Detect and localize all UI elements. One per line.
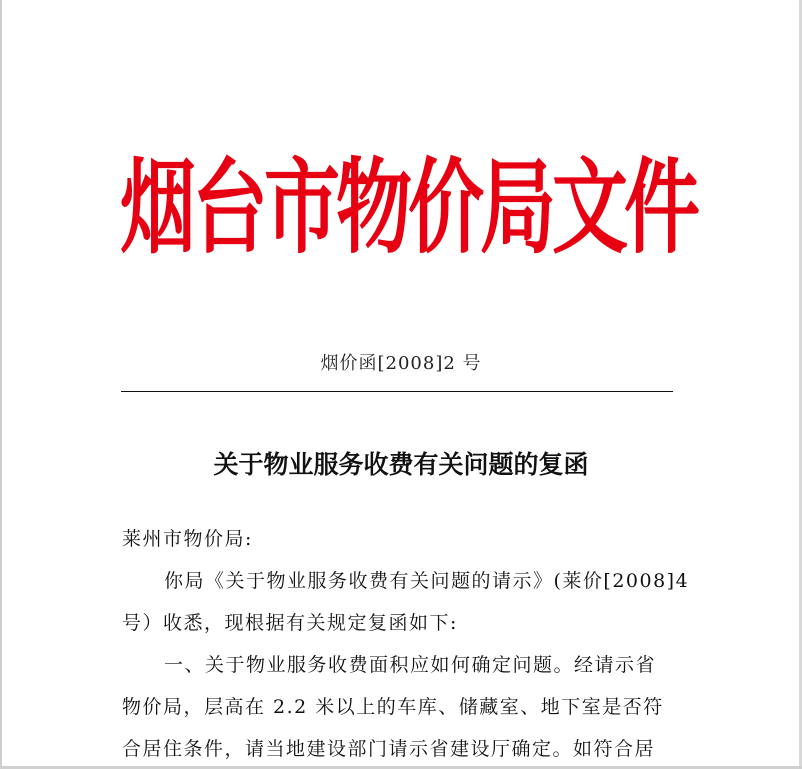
body-line: 物价局，层高在 2.2 米以上的车库、储藏室、地下室是否符	[122, 696, 664, 718]
document-masthead: 烟台市物价局文件	[120, 147, 696, 268]
body-line: 你局《关于物业服务收费有关问题的请示》(莱价[2008]4	[164, 570, 690, 592]
body-line: 一、关于物业服务收费面积应如何确定问题。经请示省	[164, 654, 657, 676]
page-left-edge	[0, 0, 2, 769]
salutation: 莱州市物价局:	[122, 528, 253, 550]
body-line: 合居住条件，请当地建设部门请示省建设厅确定。如符合居	[122, 738, 656, 760]
document-title: 关于物业服务收费有关问题的复函	[213, 450, 589, 479]
body-line: 号）收悉，现根据有关规定复函如下:	[122, 612, 458, 634]
header-divider	[121, 391, 673, 392]
document-number: 烟价函[2008]2 号	[320, 353, 482, 374]
